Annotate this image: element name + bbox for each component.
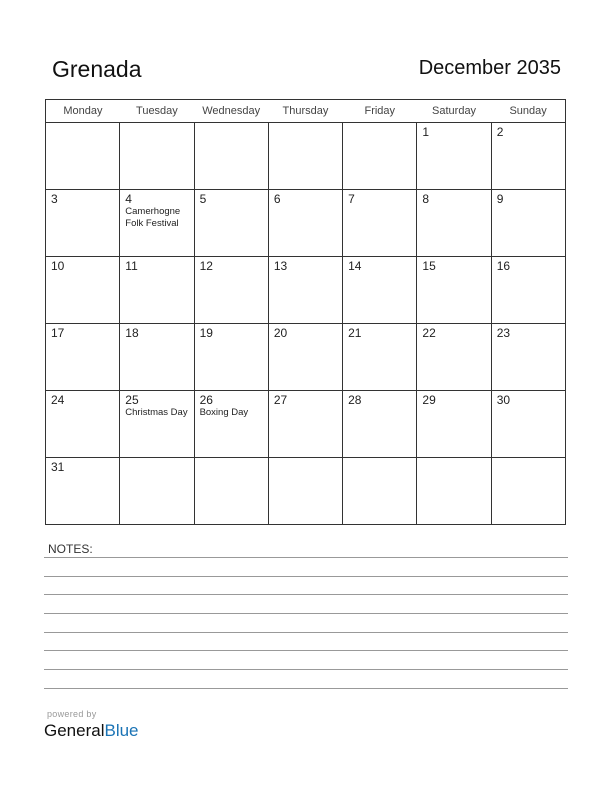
brand-blue: Blue bbox=[104, 721, 139, 740]
day-number: 11 bbox=[125, 259, 138, 273]
day-cell bbox=[194, 391, 268, 458]
note-line bbox=[44, 557, 568, 558]
day-cell bbox=[268, 257, 342, 324]
weekday-thursday: Thursday bbox=[268, 100, 342, 123]
brand-general: General bbox=[44, 721, 105, 740]
day-cell bbox=[343, 324, 417, 391]
day-cell bbox=[491, 391, 565, 458]
day-number: 12 bbox=[199, 259, 213, 273]
day-number: 2 bbox=[496, 125, 504, 139]
day-cell bbox=[417, 391, 491, 458]
week-row bbox=[46, 257, 566, 324]
day-number: 4 bbox=[125, 192, 132, 206]
day-cell bbox=[417, 190, 491, 257]
day-cell bbox=[194, 458, 268, 525]
note-line bbox=[44, 632, 568, 633]
weekday-tuesday: Tuesday bbox=[120, 100, 194, 123]
day-number: 22 bbox=[422, 326, 436, 340]
notes-label: NOTES: bbox=[48, 542, 93, 556]
day-cell bbox=[46, 190, 120, 257]
day-cell bbox=[120, 458, 194, 525]
day-cell bbox=[417, 324, 491, 391]
day-cell bbox=[120, 190, 194, 257]
week-row bbox=[46, 391, 566, 458]
weekday-friday: Friday bbox=[343, 100, 417, 123]
day-cell bbox=[194, 123, 268, 190]
day-number: 9 bbox=[496, 192, 504, 206]
day-cell bbox=[343, 257, 417, 324]
day-number: 15 bbox=[422, 259, 436, 273]
day-number: 13 bbox=[273, 259, 288, 273]
weekday-sunday: Sunday bbox=[491, 100, 565, 123]
day-cell bbox=[120, 324, 194, 391]
day-cell bbox=[46, 324, 120, 391]
day-cell bbox=[268, 324, 342, 391]
day-cell bbox=[491, 190, 565, 257]
month-year-title: December 2035 bbox=[418, 57, 561, 79]
day-number: 29 bbox=[422, 393, 436, 407]
weekday-header-row bbox=[46, 100, 566, 123]
day-cell bbox=[491, 257, 565, 324]
day-number: 14 bbox=[348, 259, 362, 273]
week-row bbox=[46, 190, 566, 257]
day-cell bbox=[343, 190, 417, 257]
day-number: 28 bbox=[348, 393, 362, 407]
day-cell bbox=[268, 123, 342, 190]
day-cell bbox=[417, 257, 491, 324]
day-cell bbox=[194, 190, 268, 257]
day-number: 24 bbox=[51, 393, 65, 407]
day-cell bbox=[491, 324, 565, 391]
day-cell bbox=[417, 123, 491, 190]
week-row bbox=[46, 123, 566, 190]
day-cell bbox=[417, 458, 491, 525]
day-number: 19 bbox=[199, 326, 213, 340]
day-cell bbox=[194, 324, 268, 391]
powered-by-text: powered by bbox=[47, 709, 97, 719]
day-number: 16 bbox=[496, 259, 511, 273]
day-number: 7 bbox=[348, 192, 355, 206]
day-number: 10 bbox=[51, 259, 65, 273]
note-line bbox=[44, 688, 568, 689]
day-cell bbox=[268, 190, 342, 257]
day-number: 5 bbox=[199, 192, 207, 206]
day-cell bbox=[120, 257, 194, 324]
day-cell bbox=[46, 391, 120, 458]
day-number: 30 bbox=[496, 393, 511, 407]
weekday-saturday: Saturday bbox=[417, 100, 491, 123]
day-cell bbox=[343, 391, 417, 458]
day-number: 3 bbox=[51, 192, 58, 206]
day-cell bbox=[343, 123, 417, 190]
day-cell bbox=[120, 391, 194, 458]
day-cell bbox=[46, 458, 120, 525]
day-number: 27 bbox=[273, 393, 288, 407]
calendar-grid bbox=[45, 99, 566, 525]
day-cell bbox=[46, 257, 120, 324]
day-number: 1 bbox=[422, 125, 430, 139]
note-line bbox=[44, 576, 568, 577]
note-line bbox=[44, 613, 568, 614]
day-cell bbox=[343, 458, 417, 525]
note-line bbox=[44, 650, 568, 651]
day-number: 31 bbox=[51, 460, 65, 474]
country-title: Grenada bbox=[52, 56, 142, 82]
day-number: 23 bbox=[496, 326, 511, 340]
day-number: 21 bbox=[348, 326, 362, 340]
day-cell bbox=[46, 123, 120, 190]
day-number: 25 bbox=[125, 393, 139, 407]
generalblue-logo bbox=[44, 721, 139, 741]
holiday-label: Camerhogne Folk Festival bbox=[125, 206, 181, 229]
day-number: 17 bbox=[51, 326, 65, 340]
day-cell bbox=[491, 123, 565, 190]
day-cell bbox=[268, 391, 342, 458]
week-row bbox=[46, 458, 566, 525]
day-cell bbox=[268, 458, 342, 525]
holiday-label: Christmas Day bbox=[125, 407, 188, 418]
day-cell bbox=[194, 257, 268, 324]
note-line bbox=[44, 669, 568, 670]
day-cell bbox=[120, 123, 194, 190]
day-cell bbox=[491, 458, 565, 525]
day-number: 6 bbox=[273, 192, 281, 206]
day-number: 26 bbox=[199, 393, 213, 407]
weekday-monday: Monday bbox=[46, 100, 120, 123]
holiday-label: Boxing Day bbox=[199, 407, 249, 418]
weekday-wednesday: Wednesday bbox=[194, 100, 268, 123]
day-number: 8 bbox=[422, 192, 430, 206]
day-number: 20 bbox=[273, 326, 288, 340]
day-number: 18 bbox=[125, 326, 139, 340]
note-line bbox=[44, 594, 568, 595]
week-row bbox=[46, 324, 566, 391]
